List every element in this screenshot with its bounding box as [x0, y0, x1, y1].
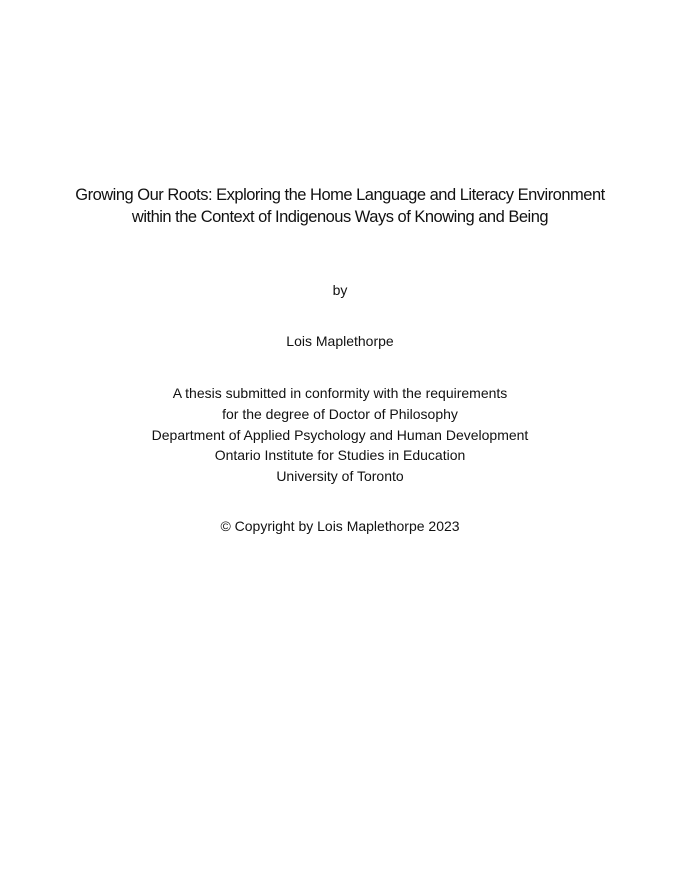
statement-line: Department of Applied Psychology and Human Development: [151, 426, 529, 443]
by-label: by: [332, 282, 348, 298]
thesis-title-line-2: within the Context of Indigenous Ways of Knowing and Being: [131, 208, 549, 226]
author-name: Lois Maplethorpe: [286, 333, 394, 349]
statement-line: A thesis submitted in conformity with the requirements: [172, 385, 508, 401]
statement-line: for the degree of Doctor of Philosophy: [222, 405, 458, 422]
copyright-notice: © Copyright by Lois Maplethorpe 2023: [220, 518, 460, 534]
thesis-title-line-1: Growing Our Roots: Exploring the Home Language and Literacy Environment: [75, 186, 605, 204]
degree-statement: [0, 383, 680, 487]
statement-line: Ontario Institute for Studies in Education: [214, 447, 466, 464]
statement-line: University of Toronto: [276, 468, 404, 485]
thesis-title: [0, 184, 680, 228]
